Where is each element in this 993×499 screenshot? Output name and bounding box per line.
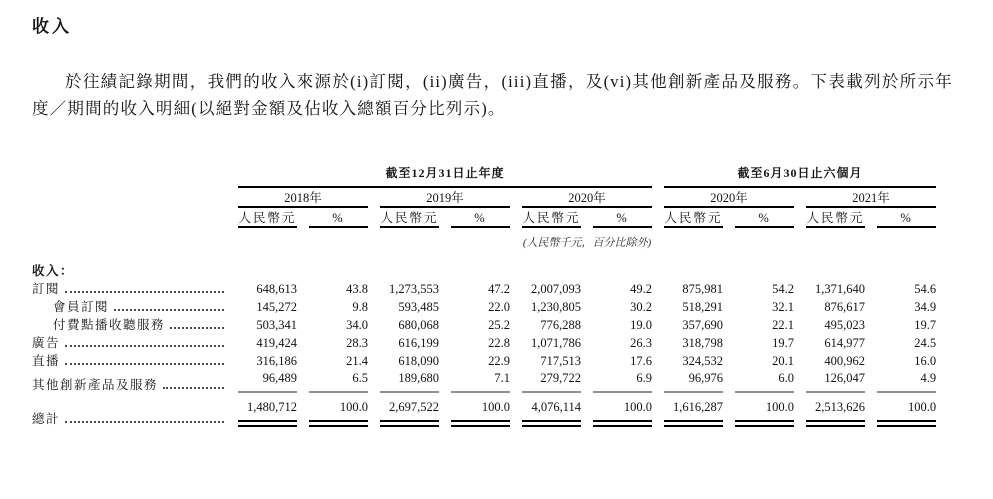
- cell-amount: 279,722: [522, 369, 581, 393]
- total-value: 2,513,626: [806, 393, 865, 427]
- cell-amount: 324,532: [682, 354, 724, 368]
- row-label: 直播: [32, 354, 61, 368]
- table-row: [32, 315, 936, 333]
- cell-percent: 34.0: [346, 318, 368, 332]
- dot-leader: [170, 327, 224, 329]
- total-percent: 100.0: [735, 393, 794, 427]
- cell-amount: 648,613: [256, 282, 297, 296]
- percent-column-header: %: [309, 208, 368, 228]
- cell-percent: 4.9: [877, 369, 936, 393]
- spacer-cell: [32, 228, 226, 250]
- cell-amount: 680,068: [398, 318, 439, 332]
- spacer-cell: [32, 208, 226, 228]
- spacer-cell: [32, 188, 226, 208]
- amount-column-header: 人民幣元: [806, 208, 865, 228]
- units-note: (人民幣千元，百分比除外): [522, 237, 652, 249]
- total-value: 2,697,522: [380, 393, 439, 427]
- cell-percent: 54.2: [772, 282, 795, 296]
- cell-percent: 54.6: [914, 282, 937, 296]
- cell-amount: 318,798: [682, 336, 724, 350]
- total-percent: 100.0: [451, 393, 510, 427]
- cell-percent: 6.5: [309, 369, 368, 393]
- dot-leader: [114, 309, 224, 311]
- amount-column-header: 人民幣元: [522, 208, 581, 228]
- cell-percent: 19.7: [914, 318, 937, 332]
- dot-leader: [163, 387, 224, 389]
- total-label: 總計: [32, 411, 61, 426]
- column-header-row: [32, 208, 936, 228]
- cell-amount: 189,680: [380, 369, 439, 393]
- total-percent: 100.0: [309, 393, 368, 427]
- cell-percent: 17.6: [630, 354, 653, 368]
- cell-amount: 518,291: [682, 300, 724, 314]
- total-row: [32, 393, 936, 427]
- section-title: 收入: [32, 17, 72, 36]
- cell-amount: 1,230,805: [531, 300, 581, 314]
- cell-amount: 357,690: [682, 318, 724, 332]
- cell-percent: 32.1: [772, 300, 795, 314]
- total-value: 4,076,114: [522, 393, 581, 427]
- table-row: [32, 369, 936, 393]
- cell-percent: 21.4: [346, 354, 368, 368]
- cell-amount: 616,199: [398, 336, 439, 350]
- cell-percent: 16.0: [914, 354, 937, 368]
- cell-percent: 30.2: [630, 300, 653, 314]
- cell-amount: 495,023: [824, 318, 866, 332]
- cell-percent: 49.2: [630, 282, 653, 296]
- cell-amount: 876,617: [824, 300, 866, 314]
- revenue-table: [20, 164, 948, 427]
- year-header-2021-interim: 2021年: [806, 188, 936, 208]
- cell-amount: 593,485: [398, 300, 439, 314]
- amount-column-header: 人民幣元: [380, 208, 439, 228]
- cell-amount: 419,424: [256, 336, 297, 350]
- cell-percent: 19.0: [630, 318, 653, 332]
- spacer-cell: [664, 228, 936, 250]
- cell-percent: 34.9: [914, 300, 937, 314]
- row-label: 廣告: [32, 336, 61, 350]
- total-percent: 100.0: [877, 393, 936, 427]
- total-percent: 100.0: [593, 393, 652, 427]
- section-row-label: 收入：: [32, 264, 75, 278]
- row-label: 其他創新產品及服務: [32, 377, 159, 392]
- cell-percent: 22.9: [488, 354, 510, 368]
- period-group-header-row: [32, 164, 936, 188]
- cell-percent: 43.8: [346, 282, 368, 296]
- cell-amount: 1,071,786: [531, 336, 581, 350]
- dot-leader: [65, 345, 224, 347]
- total-value: 1,480,712: [238, 393, 297, 427]
- amount-column-header: 人民幣元: [238, 208, 297, 228]
- row-label: 會員訂閱: [53, 300, 110, 314]
- cell-percent: 6.9: [593, 369, 652, 393]
- year-header-2020-interim: 2020年: [664, 188, 794, 208]
- table-row: [32, 279, 936, 297]
- cell-amount: 614,977: [824, 336, 866, 350]
- cell-amount: 1,371,640: [815, 282, 866, 296]
- spacer-cell: [238, 228, 510, 250]
- table-row: [32, 351, 936, 369]
- table-row: [32, 297, 936, 315]
- year-header-2018: 2018年: [238, 188, 368, 208]
- cell-percent: 24.5: [914, 336, 937, 350]
- cell-percent: 22.8: [488, 336, 510, 350]
- cell-amount: 2,007,093: [531, 282, 581, 296]
- cell-percent: 6.0: [735, 369, 794, 393]
- row-label: 訂閱: [32, 282, 61, 296]
- cell-percent: 47.2: [488, 282, 510, 296]
- annual-period-header: 截至12月31日止年度: [238, 164, 652, 188]
- cell-amount: 776,288: [540, 318, 581, 332]
- cell-amount: 96,976: [664, 369, 723, 393]
- cell-percent: 20.1: [772, 354, 795, 368]
- percent-column-header: %: [451, 208, 510, 228]
- cell-amount: 875,981: [682, 282, 724, 296]
- table-row: [32, 333, 936, 351]
- dot-leader: [65, 291, 224, 293]
- cell-amount: 400,962: [824, 354, 866, 368]
- cell-percent: 28.3: [346, 336, 368, 350]
- units-note-row: [32, 228, 936, 250]
- dot-leader: [65, 421, 224, 423]
- year-header-2020: 2020年: [522, 188, 652, 208]
- cell-amount: 618,090: [398, 354, 439, 368]
- cell-percent: 22.1: [772, 318, 795, 332]
- cell-percent: 9.8: [352, 300, 368, 314]
- cell-amount: 126,047: [806, 369, 865, 393]
- section-label-row: [32, 250, 936, 279]
- year-header-row: [32, 188, 936, 208]
- cell-amount: 145,272: [256, 300, 297, 314]
- percent-column-header: %: [877, 208, 936, 228]
- intro-paragraph: 於往績記錄期間，我們的收入來源於(i)訂閱，(ii)廣告，(iii)直播，及(vi)其他創新產品及服務。下表載列於所示年度／期間的收入明細(以絕對金額及佔收入總額百分比列示)。: [32, 72, 953, 118]
- amount-column-header: 人民幣元: [664, 208, 723, 228]
- cell-percent: 7.1: [451, 369, 510, 393]
- percent-column-header: %: [735, 208, 794, 228]
- row-label: 付費點播收聽服務: [53, 318, 166, 332]
- dot-leader: [65, 363, 224, 365]
- interim-period-header: 截至6月30日止六個月: [664, 164, 936, 188]
- total-value: 1,616,287: [664, 393, 723, 427]
- cell-amount: 316,186: [256, 354, 297, 368]
- cell-percent: 19.7: [772, 336, 795, 350]
- spacer-cell: [238, 250, 936, 279]
- cell-amount: 503,341: [256, 318, 297, 332]
- spacer-cell: [32, 164, 226, 188]
- cell-amount: 1,273,553: [389, 282, 439, 296]
- year-header-2019: 2019年: [380, 188, 510, 208]
- cell-percent: 25.2: [488, 318, 510, 332]
- cell-percent: 22.0: [488, 300, 510, 314]
- cell-amount: 717,513: [540, 354, 581, 368]
- revenue-table-body: [32, 228, 936, 427]
- cell-percent: 26.3: [630, 336, 653, 350]
- cell-amount: 96,489: [238, 369, 297, 393]
- percent-column-header: %: [593, 208, 652, 228]
